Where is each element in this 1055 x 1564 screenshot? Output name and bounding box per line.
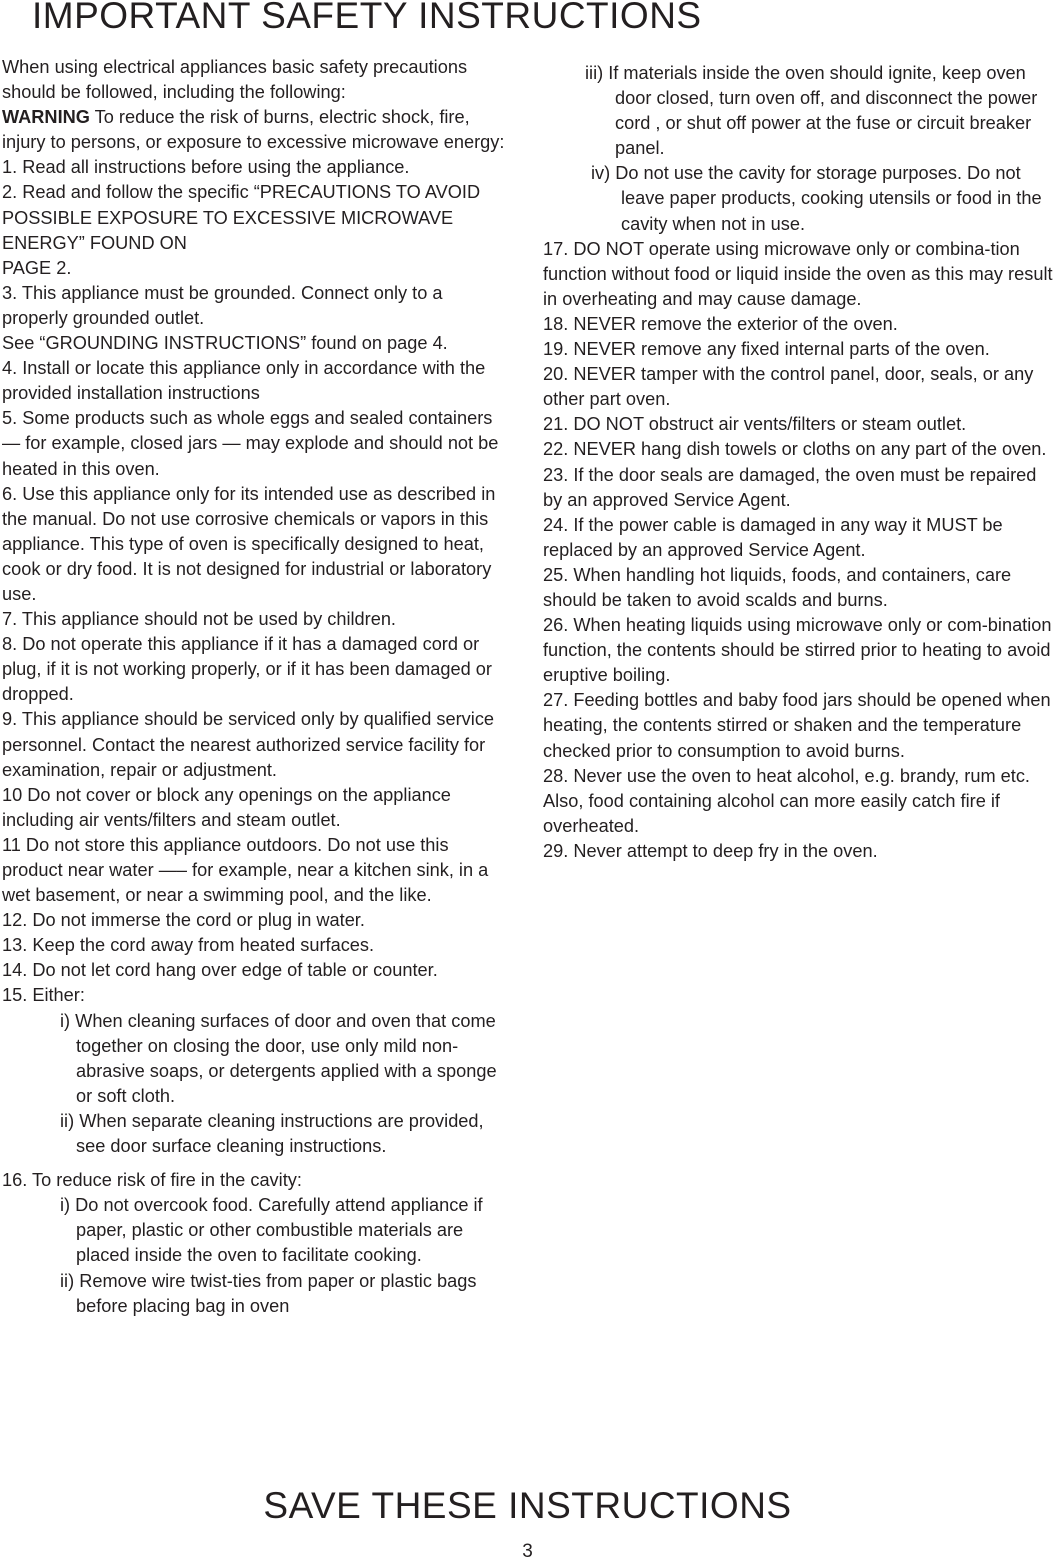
instruction-item: 17. DO NOT operate using microwave only or combina-tion function without food or liquid inside the oven as this may result in overheating and may cause damage. [543, 238, 1053, 309]
instruction-subitem: iii) If materials inside the oven should ignite, keep oven door closed, turn oven off, and disconnect the power cord , or shut off power at the fuse or circuit breaker panel. [585, 63, 1038, 159]
page-title: IMPORTANT SAFETY INSTRUCTIONS [32, 0, 702, 36]
instruction-item: 9. This appliance should be serviced only by qualified service personnel. Contact the nearest authorized service facility for examination, repair or adjustment. [2, 709, 495, 780]
instruction-item: 24. If the power cable is damaged in any way it MUST be replaced by an approved Service Agent. [543, 514, 1003, 560]
instruction-item: 6. Use this appliance only for its intended use as described in the manual. Do not use corrosive chemicals or vapors in this appliance. This type of oven is specifically designed to heat, cook or dry food. It is not designed for industrial or laboratory use. [2, 483, 496, 604]
instruction-subitem: iv) Do not use the cavity for storage purposes. Do not leave paper products, cooking utensils or food in the cavity when not in use. [591, 163, 1042, 234]
intro-text: When using electrical appliances basic safety precautions should be followed, including the following: [2, 57, 468, 103]
warning-text: To reduce the risk of burns, electric shock, fire, injury to persons, or exposure to excessive microwave energy: [2, 107, 505, 153]
instruction-item: 8. Do not operate this appliance if it has a damaged cord or plug, if it is not working properly, or if it has been damaged or dropped. [2, 634, 492, 705]
instruction-item: 4. Install or locate this appliance only in accordance with the provided installation instructions [2, 358, 486, 404]
instruction-item: 22. NEVER hang dish towels or cloths on any part of the oven. [543, 439, 1047, 460]
instruction-item-continuation: See “GROUNDING INSTRUCTIONS” found on page 4. [2, 333, 448, 354]
warning-paragraph [2, 105, 507, 155]
instruction-item: 28. Never use the oven to heat alcohol, e.g. brandy, rum etc. Also, food containing alcohol can more easily catch fire if overheated. [543, 765, 1030, 836]
instruction-subitem: ii) Remove wire twist-ties from paper or plastic bags before placing bag in oven [60, 1270, 477, 1316]
instruction-item: 5. Some products such as whole eggs and sealed containers — for example, closed jars — may explode and should not be heated in this oven. [2, 408, 499, 479]
instruction-item-continuation: PAGE 2. [2, 257, 72, 278]
instruction-item: 3. This appliance must be grounded. Connect only to a properly grounded outlet. [2, 282, 443, 328]
instruction-item: 16. To reduce risk of fire in the cavity: [2, 1170, 302, 1191]
instruction-item: 7. This appliance should not be used by children. [2, 609, 396, 630]
instruction-item: 19. NEVER remove any fixed internal parts of the oven. [543, 339, 990, 360]
instruction-item: 1. Read all instructions before using the appliance. [2, 157, 410, 178]
right-column [543, 61, 1055, 864]
instruction-subitem: ii) When separate cleaning instructions are provided, see door surface cleaning instructions. [60, 1110, 484, 1157]
instruction-item: 20. NEVER tamper with the control panel, door, seals, or any other part oven. [543, 364, 1034, 410]
save-instructions-footer: SAVE THESE INSTRUCTIONS [263, 1485, 792, 1526]
spacer [2, 1159, 507, 1168]
instruction-item: 13. Keep the cord away from heated surfaces. [2, 935, 375, 956]
instruction-item: 23. If the door seals are damaged, the oven must be repaired by an approved Service Agent. [543, 464, 1037, 510]
instruction-item: 15. Either: [2, 985, 85, 1006]
instruction-subitem: i) When cleaning surfaces of door and oven that come together on closing the door, use only mild non-abrasive soaps, or detergents applied with a sponge or soft cloth. [60, 1010, 497, 1106]
instruction-item: 2. Read and follow the specific “PRECAUTIONS TO AVOID POSSIBLE EXPOSURE TO EXCESSIVE MICROWAVE ENERGY” FOUND ON [2, 182, 481, 253]
instruction-item: 10 Do not cover or block any openings on the appliance including air vents/filters and steam outlet. [2, 784, 451, 830]
instruction-item: 12. Do not immerse the cord or plug in water. [2, 910, 365, 931]
instruction-item: 26. When heating liquids using microwave only or com-bination function, the contents should be stirred prior to heating to avoid eruptive boiling. [543, 615, 1052, 686]
instruction-item: 11 Do not store this appliance outdoors. Do not use this product near water —– for example, near a kitchen sink, in a wet basement, or near a swimming pool, and the like. [2, 834, 489, 906]
warning-label: WARNING [2, 107, 90, 128]
instruction-item: 27. Feeding bottles and baby food jars should be opened when heating, the contents stirred or shaken and the temperature checked prior to consumption to avoid burns. [543, 690, 1051, 761]
page-number: 3 [522, 1541, 533, 1562]
instruction-item: 25. When handling hot liquids, foods, and containers, care should be taken to avoid scalds and burns. [543, 564, 1012, 610]
instruction-subitem: i) Do not overcook food. Carefully attend appliance if paper, plastic or other combustible materials are placed inside the oven to facilitate cooking. [60, 1195, 483, 1266]
instruction-item: 21. DO NOT obstruct air vents/filters or steam outlet. [543, 414, 967, 435]
instruction-item: 29. Never attempt to deep fry in the oven. [543, 840, 878, 861]
instruction-item: 14. Do not let cord hang over edge of table or counter. [2, 960, 438, 981]
instruction-item: 18. NEVER remove the exterior of the oven. [543, 313, 898, 334]
left-column [2, 55, 507, 1319]
